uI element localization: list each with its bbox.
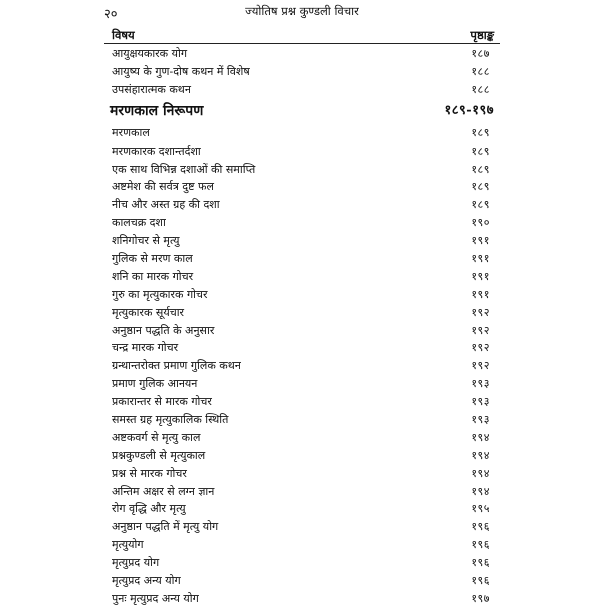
entry-page-number: १९४: [471, 484, 490, 498]
entry-page-number: १९६: [471, 520, 490, 534]
entry-title: मृत्युयोग: [112, 538, 144, 552]
contents-entry: [104, 45, 500, 63]
entry-title: आयुष्य के गुण-दोष कथन में विशेष: [112, 64, 250, 78]
page-number: २०: [104, 7, 118, 22]
entry-title: शनिगोचर से मृत्यु: [112, 234, 180, 248]
contents-entry: [104, 411, 500, 429]
page-column-header: पृष्ठाङ्क: [470, 28, 494, 42]
contents-entry: [104, 123, 500, 143]
entry-title: मृत्युकारक सूर्यचार: [112, 305, 185, 319]
entry-page-number: १९६: [471, 574, 490, 588]
contents-entry: [104, 63, 500, 81]
entry-page-number: १९४: [471, 466, 490, 480]
entry-title: मरणकारक दशान्तर्दशा: [112, 144, 201, 158]
entry-title: पुनः मृत्युप्रद अन्य योग: [112, 591, 199, 605]
entry-page-number: १९६: [471, 538, 490, 552]
entry-page-number: १८८: [471, 82, 490, 96]
entry-page-number: १८९: [471, 144, 490, 158]
subject-column-header: विषय: [112, 28, 135, 42]
entry-title: प्रश्न से मारक गोचर: [112, 466, 187, 480]
entry-title: उपसंहारात्मक कथन: [112, 82, 191, 96]
entry-page-number: १८७: [471, 47, 490, 60]
entry-page-number: १९१: [471, 287, 490, 301]
entry-page-number: १८९: [471, 180, 490, 194]
entry-title: शनि का मारक गोचर: [112, 269, 194, 283]
contents-entry: [104, 178, 500, 196]
contents-entry: [104, 196, 500, 214]
entry-page-number: १९२: [471, 305, 490, 319]
entry-page-number: १९१: [471, 234, 490, 248]
entry-page-number: १९५: [471, 502, 490, 516]
entry-page-number: १९१: [471, 252, 490, 266]
entry-page-number: १९१: [471, 269, 490, 283]
entry-page-number: १८९: [471, 198, 490, 212]
contents-list: [104, 45, 500, 608]
contents-entry: [104, 214, 500, 232]
contents-entry: [104, 286, 500, 304]
entry-page-number: १८८: [471, 64, 490, 78]
entry-title: आयुक्षयकारक योग: [112, 47, 188, 60]
contents-entry: [104, 304, 500, 322]
running-title: ज्योतिष प्रश्न कुण्डली विचार: [245, 4, 359, 18]
entry-title: प्रकारान्तर से मारक गोचर: [112, 395, 212, 409]
entry-title: समस्त ग्रह मृत्युकालिक स्थिति: [112, 413, 229, 427]
entry-page-number: १९३: [471, 377, 490, 391]
entry-title: मृत्युप्रद अन्य योग: [112, 574, 181, 588]
entry-title: कालचक्र दशा: [112, 216, 166, 230]
contents-entry: [104, 447, 500, 465]
entry-title: अनुष्ठान पद्धति में मृत्यु योग: [112, 520, 219, 534]
entry-title: अन्तिम अक्षर से लग्न ज्ञान: [112, 484, 215, 498]
entry-page-number: १९२: [471, 323, 490, 337]
entry-title: अनुष्ठान पद्धति के अनुसार: [112, 323, 215, 337]
entry-title: चन्द्र मारक गोचर: [112, 341, 179, 355]
section-title: मरणकाल निरूपण: [110, 102, 204, 119]
entry-title: प्रश्नकुण्डली से मृत्युकाल: [112, 448, 206, 462]
contents-entry: [104, 590, 500, 608]
entry-title: अष्टकवर्ग से मृत्यु काल: [112, 430, 201, 444]
entry-page-number: १८९: [471, 162, 490, 176]
contents-entry: [104, 81, 500, 99]
entry-page-number: १९०: [471, 216, 490, 230]
contents-entry: [104, 143, 500, 161]
entry-title: गुरु का मृत्युकारक गोचर: [112, 287, 208, 301]
entry-page-number: १९६: [471, 556, 490, 570]
contents-entry: [104, 483, 500, 501]
contents-entry: [104, 232, 500, 250]
contents-entry: [104, 375, 500, 393]
entry-page-number: १८९: [471, 125, 490, 139]
entry-page-number: १९४: [471, 448, 490, 462]
contents-entry: [104, 465, 500, 483]
contents-entry: [104, 536, 500, 554]
entry-page-number: १९४: [471, 430, 490, 444]
contents-entry: [104, 572, 500, 590]
contents-entry: [104, 250, 500, 268]
entry-title: एक साथ विभिन्न दशाओं की समाप्ति: [112, 162, 256, 176]
entry-page-number: १९७: [471, 591, 490, 605]
contents-entry: [104, 393, 500, 411]
entry-title: नीच और अस्त ग्रह की दशा: [112, 198, 220, 212]
contents-entry: [104, 357, 500, 375]
entry-page-number: १९३: [471, 413, 490, 427]
contents-column-headers: [104, 27, 500, 44]
contents-entry: [104, 518, 500, 536]
entry-page-number: १९२: [471, 341, 490, 355]
contents-entry: [104, 429, 500, 447]
contents-entry: [104, 339, 500, 357]
contents-entry: [104, 500, 500, 518]
entry-page-number: १९२: [471, 359, 490, 373]
contents-entry: [104, 554, 500, 572]
contents-entry: [104, 161, 500, 179]
entry-title: मरणकाल: [112, 125, 150, 139]
entry-page-number: १९३: [471, 395, 490, 409]
entry-title: मृत्युप्रद योग: [112, 556, 160, 570]
entry-title: अष्टमेश की सर्वत्र दुष्ट फल: [112, 180, 214, 194]
contents-entry: [104, 322, 500, 340]
entry-title: ग्रन्थान्तरोक्त प्रमाण गुलिक कथन: [112, 359, 241, 373]
section-heading: [104, 99, 500, 123]
entry-title: गुलिक से मरण काल: [112, 252, 193, 266]
section-page-range: १८९-१९७: [444, 102, 494, 118]
page-header: [104, 4, 500, 24]
entry-title: रोग वृद्धि और मृत्यु: [112, 502, 186, 516]
entry-title: प्रमाण गुलिक आनयन: [112, 377, 198, 391]
contents-entry: [104, 268, 500, 286]
